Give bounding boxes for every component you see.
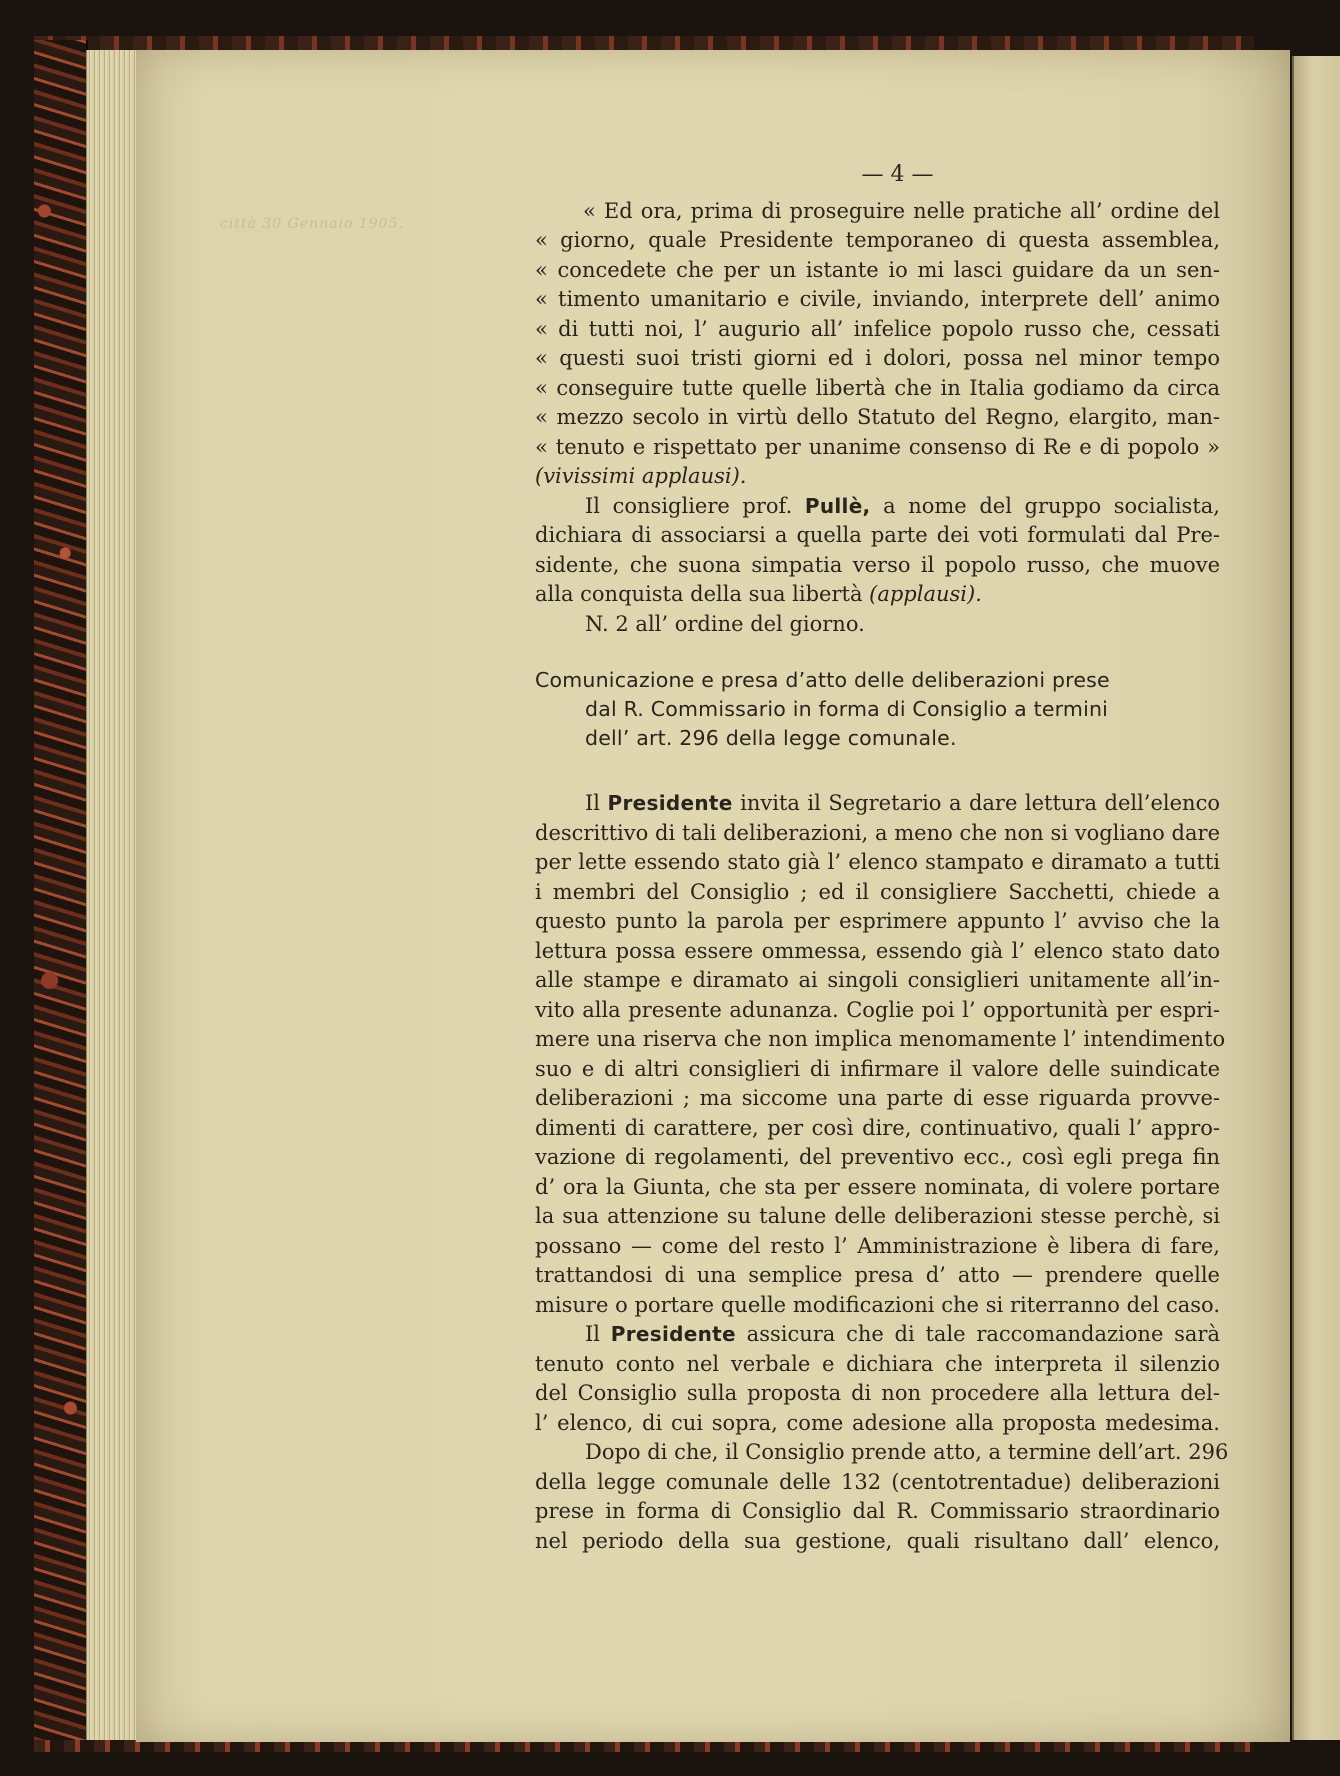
paragraph-presa-atto <box>535 1438 1229 1556</box>
next-page-edge <box>1292 56 1340 1740</box>
section-heading <box>535 666 1220 753</box>
text-line: lettura possa essere ommessa, essendo già l’ elenco stato dato <box>535 938 1220 963</box>
text-line: d’ ora la Giunta, che sta per essere nominata, di volere portare <box>535 1174 1220 1199</box>
bleed-through-text: città 30 Gennaio 1905. <box>220 216 404 232</box>
text-line: suo e di altri consiglieri di infirmare il valore delle suindicate <box>535 1056 1220 1081</box>
page-text <box>535 160 1229 1556</box>
text-line: Il Presidente assicura che di tale raccomandazione sarà <box>585 1322 1220 1346</box>
text-line: « concedete che per un istante io mi lasci guidare da un sen- <box>535 257 1220 282</box>
book-cover-top <box>34 36 1254 50</box>
text-line: alle stampe e diramato ai singoli consiglieri unitamente all’in- <box>535 968 1220 992</box>
text-line: « tenuto e rispettato per unanime consenso di Re e di popolo » <box>535 434 1220 459</box>
text-line: « giorno, quale Presidente temporaneo di questa assemblea, <box>535 228 1220 252</box>
text-line: possano — come del resto l’ Amministrazione è libera di fare, <box>535 1233 1220 1258</box>
text-line: nel periodo della sua gestione, quali risultano dall’ elenco, <box>535 1528 1220 1553</box>
text-line: l’ elenco, di cui sopra, come adesione alla proposta medesima. <box>535 1410 1220 1435</box>
paragraph-presidente-invito <box>535 789 1226 1320</box>
text-line: « timento umanitario e civile, inviando, interprete dell’ animo <box>535 287 1220 311</box>
text-line: « Ed ora, prima di proseguire nelle pratiche all’ ordine del <box>583 198 1220 223</box>
text-line: i membri del Consiglio ; ed il consigliere Sacchetti, chiede a <box>535 879 1220 904</box>
paragraph-pulle <box>535 492 1220 610</box>
text-line: Il consigliere prof. Pullè, a nome del gruppo socialista, <box>585 493 1220 518</box>
speaker-name: Pullè, <box>804 493 871 518</box>
speaker-name: Presidente <box>607 791 733 815</box>
applause-note: (vivissimi applausi). <box>535 464 747 488</box>
text-line: tenuto conto nel verbale e dichiara che interpreta il silenzio <box>535 1351 1220 1376</box>
text-line: alla conquista della sua libertà (applausi). <box>535 582 982 606</box>
text-line: dimenti di carattere, per così dire, continuativo, quali l’ appro- <box>535 1115 1220 1140</box>
text-line: « mezzo secolo in virtù dello Statuto del Regno, elargito, man- <box>535 405 1220 429</box>
book-cover-marbled <box>34 40 88 1750</box>
agenda-item: N. 2 all’ ordine del giorno. <box>585 611 865 636</box>
text-line: dichiara di associarsi a quella parte dei voti formulati dal Pre- <box>535 523 1220 547</box>
heading-line: dal R. Commissario in forma di Consiglio a termini <box>585 697 1109 721</box>
page-edges <box>86 50 139 1740</box>
text-line: trattandosi di una semplice presa d’ atto — prendere quelle <box>535 1263 1220 1287</box>
text-line: misure o portare quelle modificazioni che si riterranno del caso. <box>535 1292 1220 1317</box>
text-line: « conseguire tutte quelle libertà che in Italia godiamo da circa <box>535 375 1220 400</box>
applause-note: (applausi). <box>869 582 982 606</box>
text-line: prese in forma di Consiglio dal R. Commissario straordinario <box>535 1499 1220 1523</box>
text-line: Il Presidente invita il Segretario a dare lettura dell’elenco <box>585 791 1220 815</box>
text-line: vito alla presente adunanza. Coglie poi l’ opportunità per espri- <box>535 997 1220 1022</box>
paragraph-presidente-assicura <box>535 1320 1220 1438</box>
text-line: la sua attenzione su talune delle deliberazioni stesse perchè, si <box>535 1204 1220 1228</box>
text-line: vazione di regolamenti, del preventivo ecc., così egli prega fin <box>535 1145 1220 1169</box>
text-line: deliberazioni ; ma siccome una parte di esse riguarda provve- <box>535 1086 1220 1110</box>
text-line: « questi suoi tristi giorni ed i dolori, possa nel minor tempo <box>535 346 1220 370</box>
text-line: descrittivo di tali deliberazioni, a meno che non si vogliano dare <box>535 820 1220 845</box>
text-line: « di tutti noi, l’ augurio all’ infelice popolo russo che, cessati <box>535 316 1220 341</box>
text-line: questo punto la parola per esprimere appunto l’ avviso che la <box>535 909 1220 933</box>
heading-line: dell’ art. 296 della legge comunale. <box>585 726 957 750</box>
text-line: mere una riserva che non implica menomamente l’ intendimento <box>535 1027 1226 1051</box>
heading-line: Comunicazione e presa d’atto delle deliberazioni prese <box>535 668 1110 692</box>
text-line: della legge comunale delle 132 (centotrentadue) deliberazioni <box>535 1469 1220 1494</box>
text-line: sidente, che suona simpatia verso il popolo russo, che muove <box>535 552 1220 577</box>
speaker-name: Presidente <box>610 1322 736 1346</box>
text-line: Dopo di che, il Consiglio prende atto, a termine dell’art. 296 <box>585 1440 1229 1464</box>
page-number: — 4 — <box>861 162 934 187</box>
text-line: per lette essendo stato già l’ elenco stampato e diramato a tutti <box>535 850 1220 874</box>
paragraph-speech-quote <box>535 197 1220 492</box>
text-line: del Consiglio sulla proposta di non procedere alla lettura del- <box>535 1381 1220 1405</box>
